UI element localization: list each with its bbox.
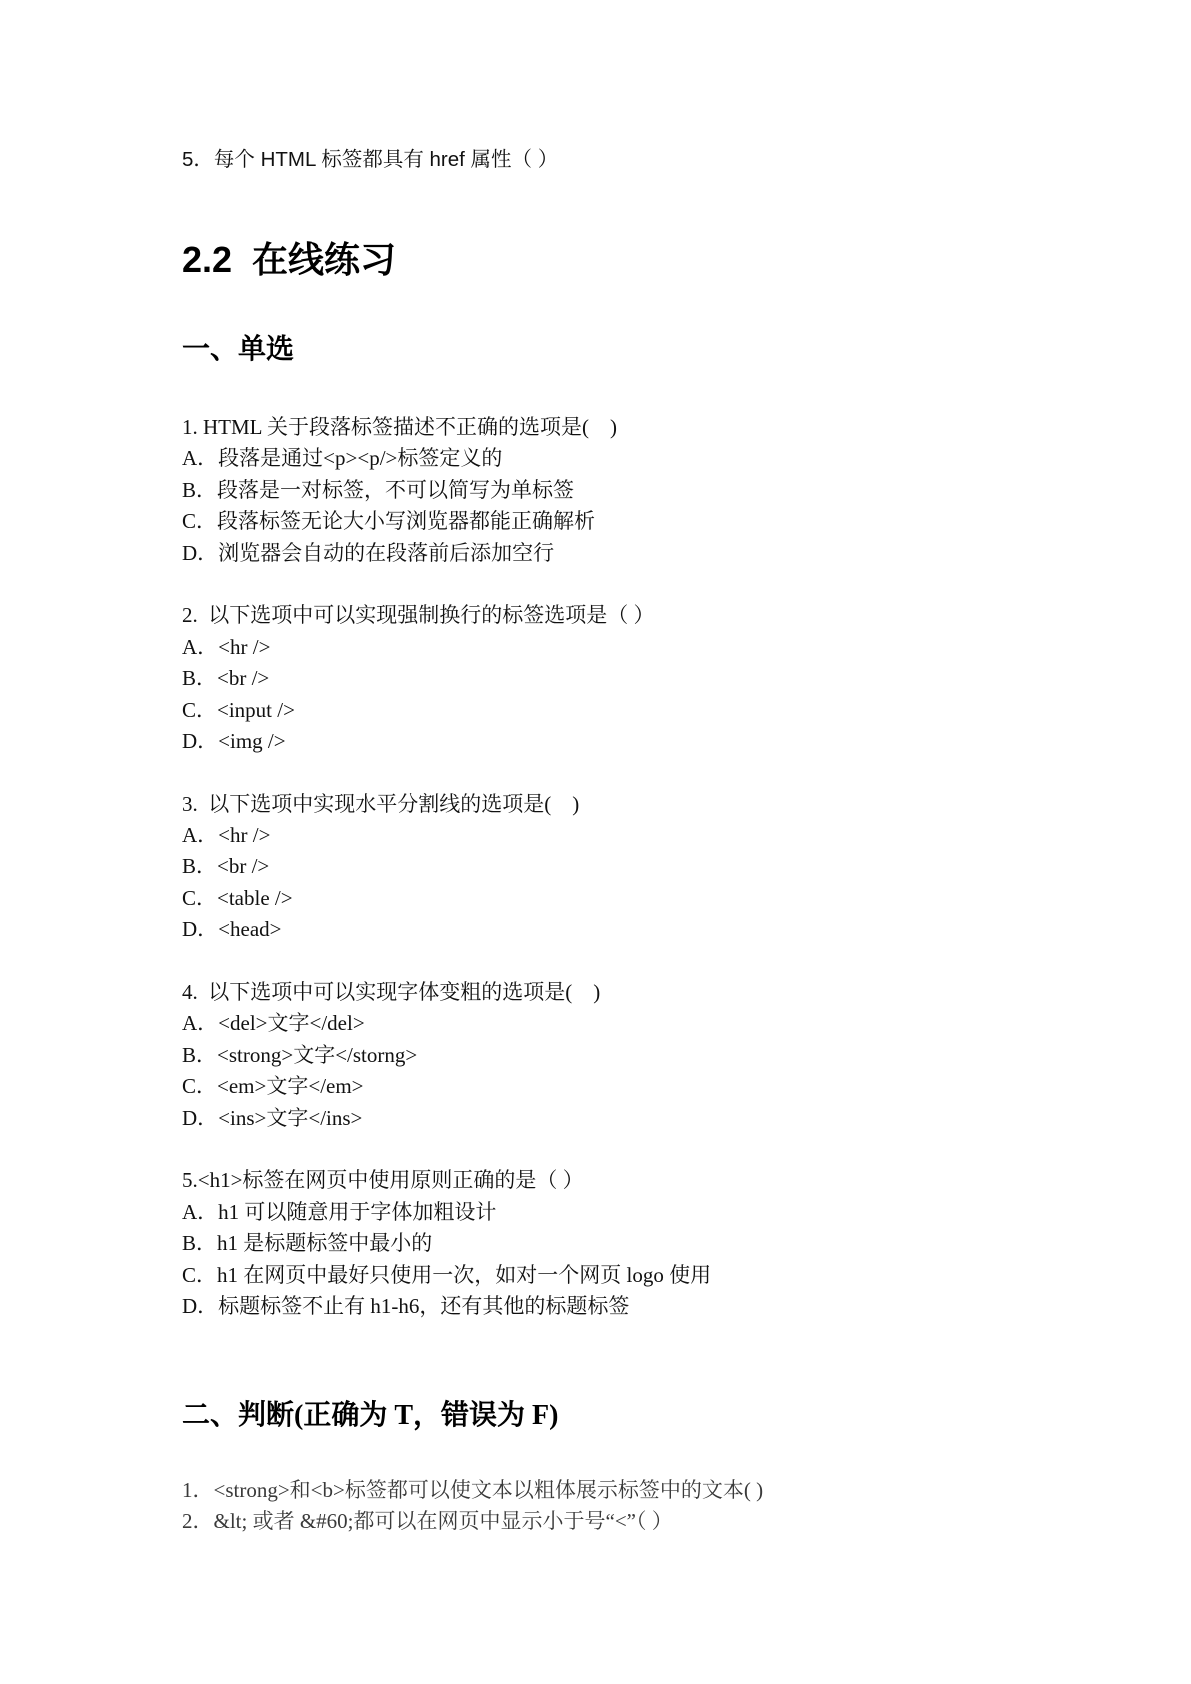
true-false-heading: 二、判断(正确为 T，错误为 F) (182, 1400, 559, 1431)
option-c: C．段落标签无论大小写浏览器都能正确解析 (182, 509, 596, 534)
question-text: 5．每个 HTML 标签都具有 href 属性（ ） (182, 148, 559, 171)
option-d: D．标题标签不止有 h1-h6，还有其他的标题标签 (182, 1293, 630, 1318)
option-d: D．<img /> (182, 728, 286, 753)
true-false-item: 1．<strong>和<b>标签都可以使文本以粗体展示标签中的文本( ) (182, 1478, 764, 1502)
question-block (182, 1165, 1082, 1322)
question-stem: 5.<h1>标签在网页中使用原则正确的是（ ） (182, 1168, 584, 1193)
true-false-list (182, 1475, 1082, 1538)
option-a: A．段落是通过<p><p/>标签定义的 (182, 446, 503, 471)
single-choice-question-list (182, 412, 1082, 1354)
question-block (182, 977, 1082, 1134)
question-stem: 3. 以下选项中实现水平分割线的选项是( ) (182, 791, 580, 816)
option-b: B．<br /> (182, 854, 270, 879)
true-false-item: 2．&lt; 或者 &#60;都可以在网页中显示小于号“<”（ ） (182, 1509, 673, 1534)
option-c: C．<em>文字</em> (182, 1074, 364, 1099)
option-d: D．<head> (182, 917, 282, 942)
option-b: B．段落是一对标签，不可以简写为单标签 (182, 477, 575, 502)
previous-question-item (182, 144, 1082, 175)
option-b: B．<strong>文字</storng> (182, 1042, 418, 1067)
section-heading: 2.2 在线练习 (182, 239, 397, 280)
option-c: C．<table /> (182, 885, 293, 910)
single-choice-heading: 一、单选 (182, 334, 295, 365)
option-c: C．<input /> (182, 697, 295, 722)
option-a: A．<hr /> (182, 634, 271, 659)
question-block (182, 789, 1082, 946)
option-a: A．<del>文字</del> (182, 1011, 365, 1036)
option-b: B．<br /> (182, 666, 270, 691)
question-stem: 1. HTML 关于段落标签描述不正确的选项是( ) (182, 415, 617, 439)
option-a: A．<hr /> (182, 823, 271, 848)
option-d: D．浏览器会自动的在段落前后添加空行 (182, 540, 555, 565)
question-block (182, 412, 1082, 569)
question-stem: 4. 以下选项中可以实现字体变粗的选项是( ) (182, 980, 601, 1005)
option-c: C．h1 在网页中最好只使用一次，如对一个网页 logo 使用 (182, 1262, 712, 1287)
question-block (182, 600, 1082, 757)
option-d: D．<ins>文字</ins> (182, 1105, 363, 1130)
question-stem: 2. 以下选项中可以实现强制换行的标签选项是（ ） (182, 603, 655, 628)
option-a: A．h1 可以随意用于字体加粗设计 (182, 1199, 497, 1224)
option-b: B．h1 是标题标签中最小的 (182, 1231, 433, 1256)
